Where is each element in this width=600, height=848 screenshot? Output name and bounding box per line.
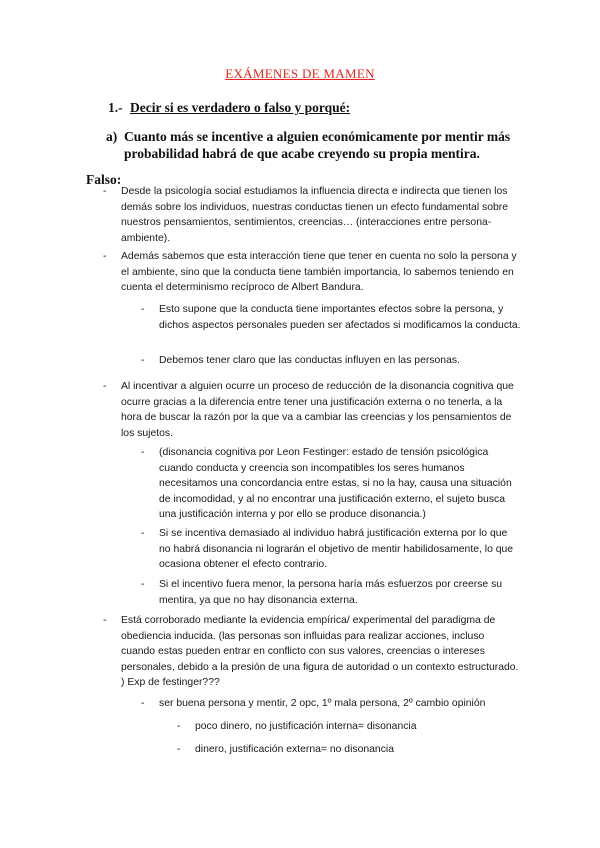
subquestion-text: Cuanto más se incentive a alguien económicamente por mentir más probabilidad habrá de que acabe creyendo su propia mentira.: [124, 129, 511, 161]
bullet: -: [103, 186, 107, 197]
list-item-text: Debemos tener claro que las conductas influyen en las personas.: [159, 355, 460, 366]
list-item-text: (disonancia cognitiva por Leon Festinger: estado de tensión psicológica cuando conducta y creencia son incompatibles los seres humanos necesitamos una concordancia entre estas, si no la hay, causa una situación de incomodidad, y al no encontrar una justificación externo, el sujeto busca una justificación interna y por ello se produce disonancia.): [159, 447, 512, 520]
bullet: -: [141, 447, 145, 458]
list-item-text: Si se incentiva demasiado al individuo habrá justificación externa por lo que no habrá disonancia ni lograrán el objetivo de mentir habilidosamente, lo que ocasiona obtener el efecto contrario.: [159, 528, 514, 570]
bullet: -: [103, 251, 107, 262]
page-title: EXÁMENES DE MAMEN: [225, 66, 375, 81]
question-text: Decir si es verdadero o falso y porqué:: [130, 100, 351, 115]
sub-list-item: [141, 445, 521, 523]
bullet: -: [177, 744, 181, 755]
list-item: [103, 249, 521, 296]
list-item-text: Si el incentivo fuera menor, la persona haría más esfuerzos por creerse su mentira, ya que no hay disonancia externa.: [159, 579, 503, 606]
list-item-text: dinero, justificación externa= no disonancia: [195, 744, 394, 755]
list-item-text: Además sabemos que esta interacción tiene que tener en cuenta no solo la persona y el ambiente, sino que la conducta tiene también importancia, lo sabemos teniendo en cuenta el determinismo recíproco de Albert Bandura.: [121, 251, 517, 293]
list-item: [103, 184, 521, 246]
list-item-text: Al incentivar a alguien ocurre un proceso de reducción de la disonancia cognitiva que ocurre gracias a la diferencia entre tener una justificación externa o no tenerla, a la hora de buscar la razón por la que va a cambiar las creencias y los pensamientos de los sujetos.: [121, 381, 514, 439]
bullet: -: [141, 355, 145, 366]
list-item-text: Está corroborado mediante la evidencia empírica/ experimental del paradigma de obediencia inducida. (las personas son influidas para realizar acciones, incluso cuando estas pueden entrar en conflicto con sus valores, creencias o intereses personales, debido a la presión de una figura de autoridad o un contexto estructurado. ) Exp de festinger???: [121, 615, 519, 688]
sub-list-item: [141, 577, 521, 608]
subquestion-label: a): [106, 129, 118, 144]
list-item-text: poco dinero, no justificación interna= disonancia: [195, 721, 417, 732]
list-item: [103, 379, 521, 441]
bullet: -: [141, 528, 145, 539]
sub-list-item: [141, 696, 521, 712]
question-heading: [108, 100, 350, 116]
sub-list-item: [141, 526, 521, 573]
sub-list-item: [141, 353, 521, 369]
question-number: 1.-: [108, 100, 123, 115]
list-item: [103, 613, 521, 691]
list-item-text: Esto supone que la conducta tiene importantes efectos sobre la persona, y dichos aspectos personales pueden ser afectados si modificamos la conducta.: [159, 304, 521, 331]
list-item-text: ser buena persona y mentir, 2 opc, 1º mala persona, 2º cambio opinión: [159, 698, 486, 709]
list-item-text: Desde la psicología social estudiamos la influencia directa e indirecta que tienen los demás sobre los individuos, nuestras conductas tienen un efecto fundamental sobre nuestros pensamientos, sentimientos, creencias… (interacciones entre persona-ambiente).: [121, 186, 509, 244]
bullet: -: [141, 304, 145, 315]
answer-label: Falso:: [86, 172, 122, 187]
bullet: -: [141, 698, 145, 709]
subquestion-heading: [106, 128, 526, 162]
sub-sub-list-item: [177, 742, 515, 758]
bullet: -: [103, 381, 107, 392]
bullet: -: [103, 615, 107, 626]
bullet: -: [141, 579, 145, 590]
sub-list-item: [141, 302, 521, 333]
sub-sub-list-item: [177, 719, 515, 735]
bullet: -: [177, 721, 181, 732]
